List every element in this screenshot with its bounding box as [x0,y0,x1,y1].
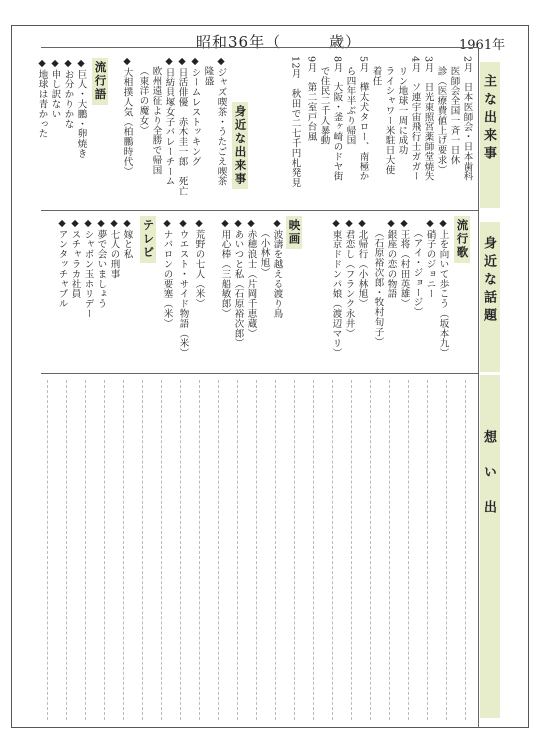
familiar-event-line: 欧州遠征より全勝で帰国 [150,66,162,175]
memories-label-band [480,375,500,718]
memo-line [370,380,371,720]
memo-line [47,380,48,720]
main-event-line: リン地球一周に成功 [396,66,408,156]
memo-line [123,380,124,720]
song-line: （アイ・ジョージ） [411,228,423,318]
main-event-line: 診（医療費値上げ要求） [435,66,447,175]
movies-header: 映画 [286,216,302,249]
main-event-line: 4月 ソ連宇宙飛行士ガガー [409,56,421,182]
memo-line [275,380,276,720]
tv-show-line: ◆嫁と私 [121,218,133,260]
memo-line [427,380,428,720]
memo-line [218,380,219,720]
topics-section-label: 身近な話題 [481,236,496,326]
song-line: ◆君恋し（フランク永井） [343,218,355,339]
main-event-line: 5月 樺太犬タロー、南極か [357,56,369,182]
main-event-line: 2月 日本医師会・日本歯科 [461,56,473,182]
memories-section-label: 想い出 [481,430,496,535]
memo-line [180,380,181,720]
main-event-line: 着任 [370,66,382,86]
movie-line: ◆赤穂浪士（片岡千恵蔵） [245,218,257,339]
year-label: 1961年 [459,38,506,53]
main-event-line: で住民二千人暴動 [318,66,330,146]
buzzword-line: ◆申し訳ない [49,58,61,119]
familiar-event-line: ◆日活俳優 赤木圭一郎 死亡 [176,56,188,197]
main-event-line: 9月 第二室戸台風 [305,56,317,142]
memo-line [85,380,86,720]
buzzwords-header: 流行語 [92,58,108,105]
memo-line [142,380,143,720]
memo-line [408,380,409,720]
familiar-event-line: ◆日紡貝塚女子バレーチーム [163,56,175,187]
memo-line [389,380,390,720]
section-divider-2 [41,373,479,374]
familiar-event-line: ◆大相撲人気（柏鵬時代） [121,56,133,177]
memo-line [313,380,314,720]
memo-line [104,380,105,720]
tv-show-line: ◆夢で会いましょう [95,218,107,309]
familiar-event-line: （東洋の魔女） [137,66,149,136]
memo-line [351,380,352,720]
main-event-line: 8月 大阪・釜ヶ崎のドヤ街 [331,56,343,182]
top-rule [41,47,479,48]
memo-line [446,380,447,720]
familiar-event-line: ◆ジャズ喫茶・うたごえ喫茶 [215,56,227,187]
familiar-event-line: 隆盛 [202,66,214,86]
tv-show-line: ◆七人の刑事 [108,218,120,279]
memo-line [199,380,200,720]
memo-line [256,380,257,720]
memo-line [237,380,238,720]
song-line: ◆王将（村田英雄） [398,218,410,309]
tv-show-line: ◆スチャラカ社員 [69,218,81,299]
buzzword-line: ◆地球は青かった [36,58,48,139]
tv-show-line: ◆アンタッチャブル [56,218,68,309]
song-line: ◆硝子のジョニー [424,218,436,299]
memo-line [465,380,466,720]
familiar-events-header: 身近な出来事 [232,102,248,189]
song-line: ◆東京ドドンパ娘（渡辺マリ） [330,218,342,359]
memo-line [66,380,67,720]
movie-line: ◆波濤を越える渡り鳥 [271,218,283,319]
familiar-event-line: ◆シームレストッキング [189,56,201,167]
movie-line: （小林旭） [258,228,270,278]
song-line: ◆上を向いて歩こう（坂本九） [437,218,449,359]
memo-line [161,380,162,720]
song-line: ◆北帰行（小林旭） [356,218,368,309]
songs-header: 流行歌 [454,216,470,263]
main-event-line: ら四年半ぶり帰国 [344,66,356,146]
events-section-label: 主な出来事 [481,74,496,164]
song-line: ◆銀座の恋の物語 [385,218,397,299]
memo-line [332,380,333,720]
movie-line: ◆用心棒（三船敏郎） [219,218,231,319]
movie-line: ◆ウエスト・サイド物語（米） [177,218,189,359]
section-divider-1 [41,210,479,211]
buzzword-line: ◆巨人・大鵬・卵焼き [75,58,87,159]
memo-line [294,380,295,720]
movie-line: ◆あいつと私（石原裕次郎） [232,218,244,349]
main-event-line: 12月 秋田で二七千円札発見 [289,56,301,188]
page-title: 昭和36年（ 歳） [196,33,362,51]
main-event-line: ライシャワー米駐日大使 [383,66,395,175]
main-event-line: 3月 日光東照宮薬師堂焼失 [422,56,434,182]
buzzword-line: ◆お分かりかな [62,58,74,129]
tv-header: テレビ [140,216,156,263]
song-line: （石原裕次郎・牧村旬子） [372,228,384,347]
movie-line: ◆荒野の七人（米） [193,218,205,309]
tv-show-line: ◆シャボン玉ホリデー [82,218,94,319]
main-event-line: 医師会全国一斉一日休 [448,66,460,165]
movie-line: ◆ナバロンの要塞（米） [161,218,173,329]
